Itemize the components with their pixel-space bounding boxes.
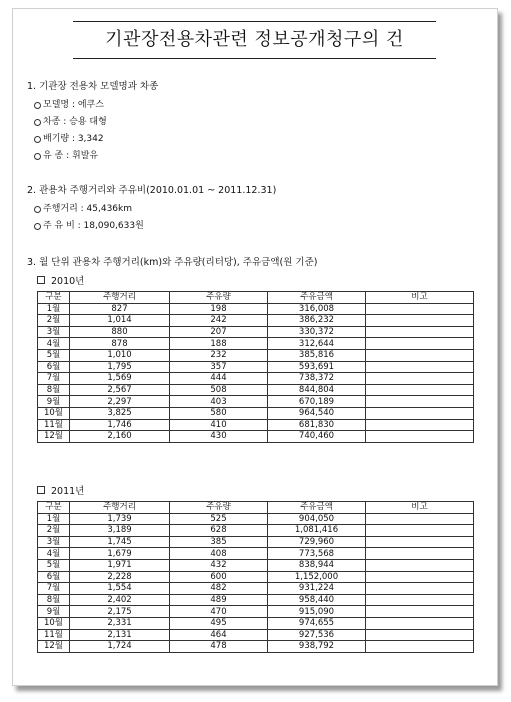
table-cell: 3월 [38, 536, 70, 548]
table-cell: 1,679 [70, 548, 170, 560]
table-cell [366, 525, 474, 537]
table-cell [366, 419, 474, 431]
table-row [38, 559, 474, 571]
table-cell: 482 [170, 583, 268, 595]
table-cell: 6월 [38, 361, 70, 373]
table-cell: 740,460 [268, 431, 366, 443]
table-cell: 5월 [38, 559, 70, 571]
section-heading: 3. 월 단위 관용차 주행거리(km)와 주유량(리터당), 주유금액(원 기준) [27, 257, 318, 268]
table-cell: 670,189 [268, 396, 366, 408]
table-row [38, 349, 474, 361]
section-monthly [27, 257, 317, 269]
table-row [38, 407, 474, 419]
table-cell: 12월 [38, 641, 70, 653]
table-cell: 11월 [38, 629, 70, 641]
table-cell: 12월 [38, 431, 70, 443]
table-cell [366, 431, 474, 443]
table-cell: 232 [170, 349, 268, 361]
table-cell: 6월 [38, 571, 70, 583]
table-cell: 628 [170, 525, 268, 537]
table-cell: 681,830 [268, 419, 366, 431]
table-header-row [38, 502, 474, 514]
column-header: 주유금액 [268, 292, 366, 304]
table-2011 [37, 501, 474, 653]
section-heading: 2. 관용차 주행거리와 주유비(2010.01.01 ~ 2011.12.31) [27, 185, 277, 196]
table-row [38, 431, 474, 443]
table-row [38, 641, 474, 653]
table-cell [366, 641, 474, 653]
table-cell: 11월 [38, 419, 70, 431]
table-cell [366, 571, 474, 583]
table-cell: 958,440 [268, 594, 366, 606]
column-header: 비고 [366, 502, 474, 514]
table-row [38, 571, 474, 583]
table-cell: 964,540 [268, 407, 366, 419]
table-cell: 2,567 [70, 384, 170, 396]
table-cell: 1,014 [70, 315, 170, 327]
table-cell: 2,402 [70, 594, 170, 606]
table-cell [366, 396, 474, 408]
table-cell: 2월 [38, 525, 70, 537]
table-cell: 8월 [38, 594, 70, 606]
table-cell: 974,655 [268, 617, 366, 629]
table-cell: 1,569 [70, 373, 170, 385]
table-cell: 9월 [38, 396, 70, 408]
table-cell: 188 [170, 338, 268, 350]
document-title: 기관장전용차관련 정보공개청구의 건 [73, 21, 436, 59]
table-cell: 3월 [38, 326, 70, 338]
column-header: 주행거리 [70, 292, 170, 304]
table-cell [366, 536, 474, 548]
table-cell: 8월 [38, 384, 70, 396]
column-header: 주행거리 [70, 502, 170, 514]
table-row [38, 606, 474, 618]
table-cell: 827 [70, 303, 170, 315]
table-cell: 880 [70, 326, 170, 338]
table-cell: 915,090 [268, 606, 366, 618]
table-cell: 478 [170, 641, 268, 653]
table-cell: 489 [170, 594, 268, 606]
document-page [12, 8, 498, 686]
table-cell [366, 617, 474, 629]
table-cell: 2월 [38, 315, 70, 327]
table-cell [366, 338, 474, 350]
table-cell: 4월 [38, 548, 70, 560]
table-cell: 3,825 [70, 407, 170, 419]
table-cell [366, 373, 474, 385]
list-item: 차종 : 승용 대형 [27, 114, 158, 131]
table-cell: 593,691 [268, 361, 366, 373]
table-cell: 316,008 [268, 303, 366, 315]
table-cell: 464 [170, 629, 268, 641]
table-cell: 403 [170, 396, 268, 408]
table-cell [366, 548, 474, 560]
table-cell: 386,232 [268, 315, 366, 327]
table-cell: 198 [170, 303, 268, 315]
table-cell: 495 [170, 617, 268, 629]
table-row [38, 419, 474, 431]
table-cell: 207 [170, 326, 268, 338]
table-row [38, 536, 474, 548]
year-label-2011 [37, 483, 84, 497]
table-cell [366, 513, 474, 525]
table-row [38, 326, 474, 338]
year-label-text: 2011년 [51, 486, 85, 497]
checkbox-icon [37, 486, 45, 494]
table-cell [366, 326, 474, 338]
table-row [38, 629, 474, 641]
table-cell: 738,372 [268, 373, 366, 385]
table-cell: 1,739 [70, 513, 170, 525]
table-cell: 432 [170, 559, 268, 571]
table-cell: 5월 [38, 349, 70, 361]
column-header: 주유금액 [268, 502, 366, 514]
section-mileage-fuel [27, 185, 276, 235]
section-heading: 1. 기관장 전용차 모델명과 차종 [27, 81, 159, 92]
table-row [38, 525, 474, 537]
table-cell: 904,050 [268, 513, 366, 525]
section-vehicle-model [27, 81, 158, 165]
table-cell [366, 606, 474, 618]
table-cell: 330,372 [268, 326, 366, 338]
table-cell: 4월 [38, 338, 70, 350]
table-cell: 10월 [38, 407, 70, 419]
table-cell: 773,568 [268, 548, 366, 560]
list-item: 유 종 : 휘발유 [27, 148, 158, 165]
table-row [38, 583, 474, 595]
table-cell [366, 384, 474, 396]
table-header-row [38, 292, 474, 304]
checkbox-icon [37, 276, 45, 284]
table-cell: 2,297 [70, 396, 170, 408]
table-cell: 7월 [38, 373, 70, 385]
table-cell: 2,228 [70, 571, 170, 583]
table-cell: 1,081,416 [268, 525, 366, 537]
table-cell: 1,724 [70, 641, 170, 653]
list-item: 주행거리 : 45,436km [27, 201, 276, 218]
table-cell: 525 [170, 513, 268, 525]
table-cell [366, 629, 474, 641]
table-cell: 444 [170, 373, 268, 385]
list-item: 배기량 : 3,342 [27, 131, 158, 148]
table-row [38, 396, 474, 408]
year-label-2010 [37, 273, 84, 287]
table-row [38, 594, 474, 606]
table-cell: 430 [170, 431, 268, 443]
column-header: 구분 [38, 502, 70, 514]
table-row [38, 617, 474, 629]
table-cell: 580 [170, 407, 268, 419]
table-cell: 1,795 [70, 361, 170, 373]
table-cell [366, 583, 474, 595]
table-cell: 938,792 [268, 641, 366, 653]
table-cell: 1월 [38, 303, 70, 315]
table-cell: 729,960 [268, 536, 366, 548]
table-row [38, 315, 474, 327]
table-cell: 927,536 [268, 629, 366, 641]
table-cell: 1,971 [70, 559, 170, 571]
table-cell: 508 [170, 384, 268, 396]
table-cell: 385 [170, 536, 268, 548]
table-row [38, 548, 474, 560]
table-cell: 408 [170, 548, 268, 560]
table-cell: 2,175 [70, 606, 170, 618]
table-cell: 1,746 [70, 419, 170, 431]
column-header: 주유량 [170, 502, 268, 514]
table-cell: 7월 [38, 583, 70, 595]
table-cell: 312,644 [268, 338, 366, 350]
table-cell: 2,160 [70, 431, 170, 443]
table-cell [366, 594, 474, 606]
table-row [38, 384, 474, 396]
table-cell [366, 349, 474, 361]
column-header: 주유량 [170, 292, 268, 304]
table-cell [366, 315, 474, 327]
table-cell: 2,131 [70, 629, 170, 641]
table-cell: 838,944 [268, 559, 366, 571]
table-cell [366, 361, 474, 373]
table-cell: 1월 [38, 513, 70, 525]
table-cell: 470 [170, 606, 268, 618]
list-item: 모델명 : 에쿠스 [27, 97, 158, 114]
column-header: 비고 [366, 292, 474, 304]
table-cell: 1,554 [70, 583, 170, 595]
table-cell: 9월 [38, 606, 70, 618]
table-cell [366, 559, 474, 571]
table-cell: 878 [70, 338, 170, 350]
year-label-text: 2010년 [51, 276, 85, 287]
column-header: 구분 [38, 292, 70, 304]
table-cell: 1,152,000 [268, 571, 366, 583]
table-row [38, 373, 474, 385]
table-row [38, 361, 474, 373]
table-cell: 385,816 [268, 349, 366, 361]
table-cell [366, 407, 474, 419]
list-item: 주 유 비 : 18,090,633원 [27, 218, 276, 235]
table-cell: 242 [170, 315, 268, 327]
table-cell: 2,331 [70, 617, 170, 629]
table-cell: 357 [170, 361, 268, 373]
table-cell: 410 [170, 419, 268, 431]
table-row [38, 338, 474, 350]
table-cell: 844,804 [268, 384, 366, 396]
table-row [38, 303, 474, 315]
table-cell: 600 [170, 571, 268, 583]
table-cell: 3,189 [70, 525, 170, 537]
table-cell: 10월 [38, 617, 70, 629]
table-cell [366, 303, 474, 315]
table-row [38, 513, 474, 525]
table-2010 [37, 291, 474, 443]
table-cell: 1,745 [70, 536, 170, 548]
table-cell: 1,010 [70, 349, 170, 361]
table-cell: 931,224 [268, 583, 366, 595]
